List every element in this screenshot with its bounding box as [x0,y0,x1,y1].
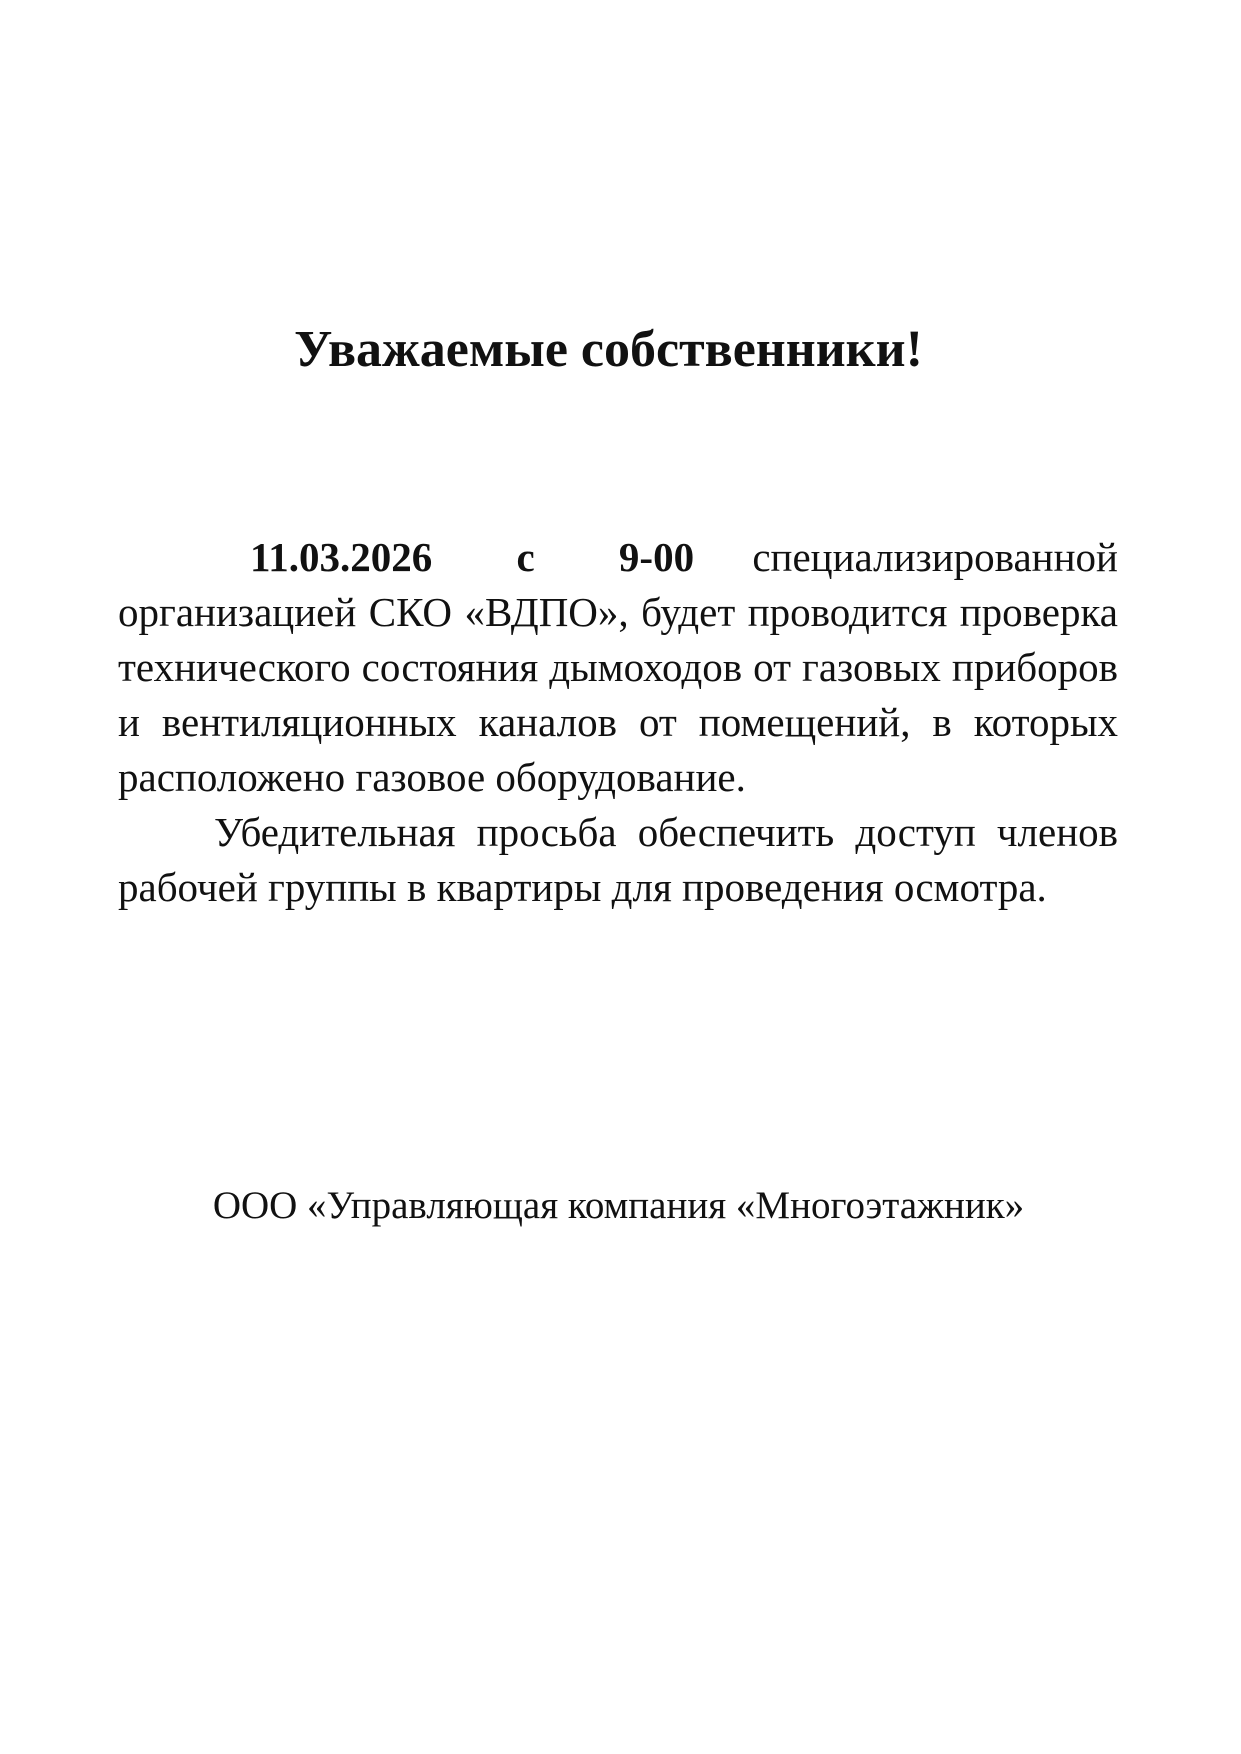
notice-paragraph-request: Убедительная просьба обеспечить доступ членов рабочей группы в квартиры для проведения осмотра. [118,809,1118,910]
notice-signature: ООО «Управляющая компания «Многоэтажник» [212,1184,1025,1227]
inspection-date-time: 11.03.2026 с 9-00 [250,534,695,580]
notice-heading: Уважаемые собственники! [294,321,923,378]
notice-paragraph-inspection [118,530,1118,805]
inspection-description: специализированной организацией СКО «ВДПО», будет проводится проверка технического состояния дымоходов от газовых приборов и вентиляционных каналов от помещений, в которых расположено газовое оборудование. [118,534,1118,800]
notice-body [118,530,1118,915]
